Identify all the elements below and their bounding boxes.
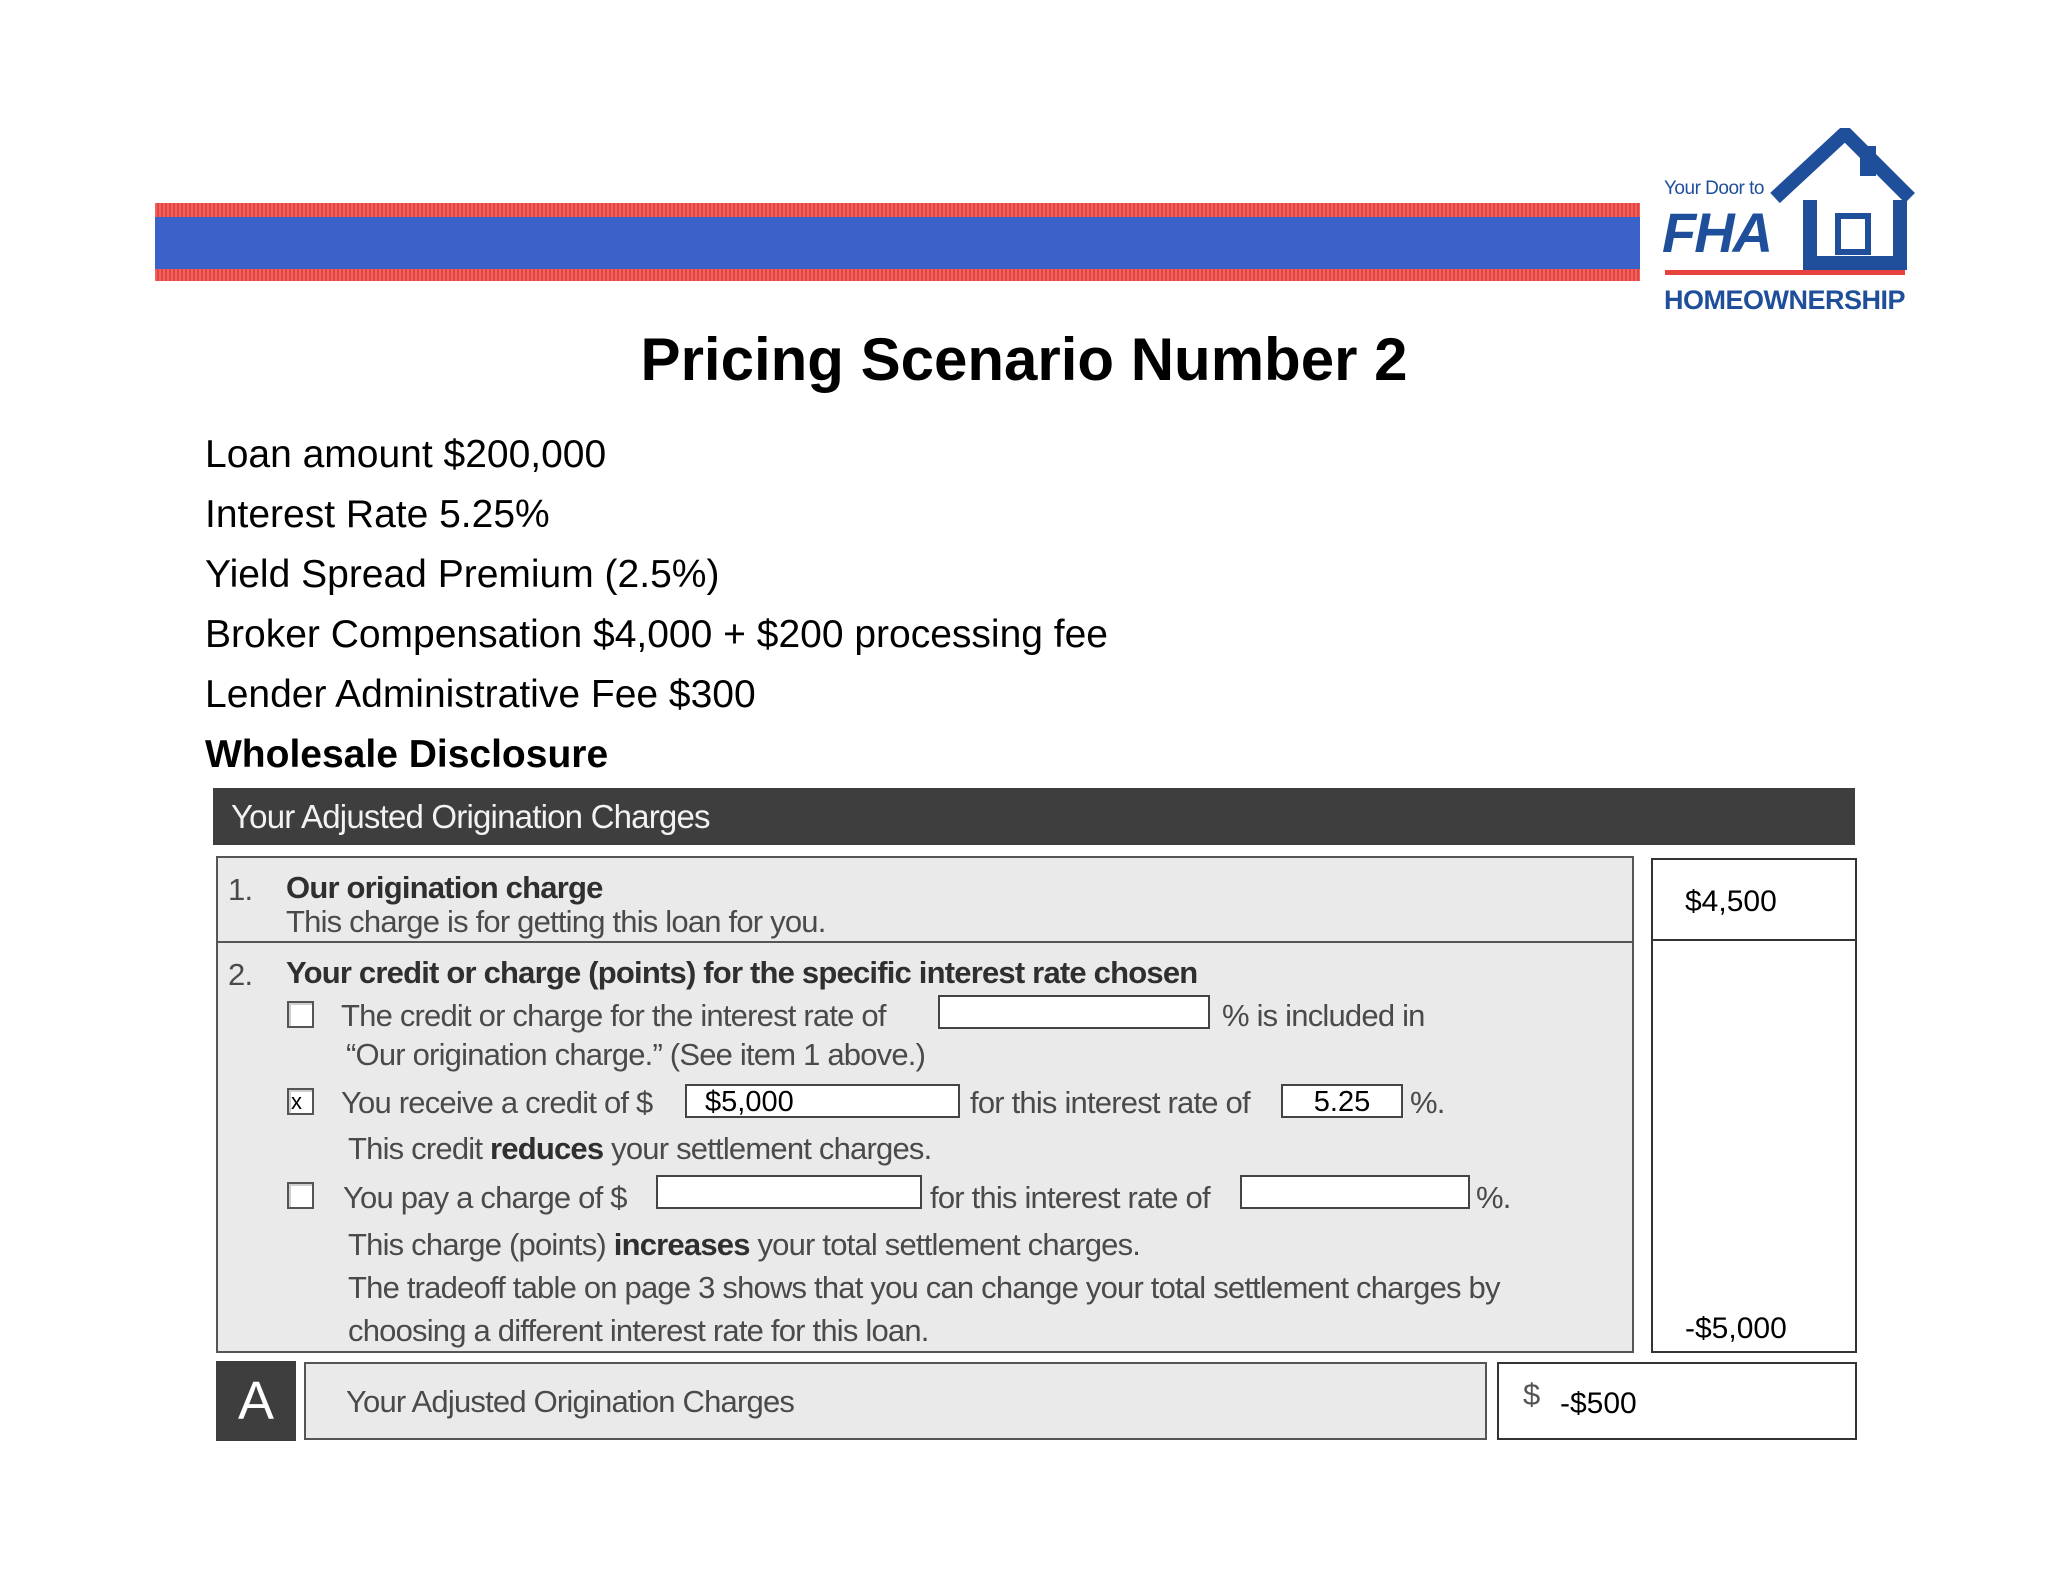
- option2-note-a: This credit: [348, 1131, 483, 1166]
- header-stripe-blue: [155, 217, 1640, 272]
- item1-description: This charge is for getting this loan for you.: [286, 904, 826, 939]
- logo-fha-text: FHA: [1662, 201, 1772, 264]
- section-label: Wholesale Disclosure: [205, 733, 609, 776]
- option3-note: [348, 1227, 1140, 1263]
- option2-checkbox[interactable]: [287, 1088, 314, 1115]
- header-stripe-red-top: [155, 203, 1640, 218]
- item-number: 2.: [228, 957, 253, 992]
- form-header: Your Adjusted Origination Charges: [213, 788, 1855, 845]
- item2-title: Your credit or charge (points) for the specific interest rate chosen: [286, 955, 1198, 990]
- header-stripe-red-bottom: [155, 269, 1640, 281]
- scenario-line: Yield Spread Premium (2.5%): [205, 553, 720, 596]
- amount-divider: [1651, 939, 1857, 941]
- total-currency: $: [1523, 1377, 1540, 1412]
- option3-note-a: This charge (points): [348, 1227, 606, 1262]
- logo-homeownership-text: HOMEOWNERSHIP: [1664, 285, 1906, 315]
- option3-text: You pay a charge of $: [343, 1180, 627, 1215]
- option2-note-b: your settlement charges.: [611, 1131, 932, 1166]
- option2-text: You receive a credit of $: [341, 1085, 653, 1120]
- option3-checkbox[interactable]: [287, 1182, 314, 1209]
- total-label: Your Adjusted Origination Charges: [346, 1384, 795, 1419]
- scenario-line: Lender Administrative Fee $300: [205, 673, 756, 716]
- option3-note-bold: increases: [613, 1227, 750, 1262]
- scenario-line: Broker Compensation $4,000 + $200 processing fee: [205, 613, 1108, 656]
- scenario-line: Loan amount $200,000: [205, 433, 607, 476]
- credit-amount-field[interactable]: $5,000: [685, 1084, 960, 1118]
- option2-text-rate: for this interest rate of: [970, 1085, 1250, 1120]
- option3-note-b: your total settlement charges.: [757, 1227, 1141, 1262]
- option3-tradeoff-note-2: choosing a different interest rate for this loan.: [348, 1313, 929, 1348]
- option3-text-rate: for this interest rate of: [930, 1180, 1210, 1215]
- item1-title: Our origination charge: [286, 870, 603, 905]
- amount-column: [1651, 858, 1857, 1353]
- option3-percent: %.: [1476, 1180, 1511, 1215]
- credit-rate-field[interactable]: 5.25: [1281, 1084, 1403, 1118]
- option1-rate-field[interactable]: [938, 995, 1210, 1029]
- item1-amount: $4,500: [1685, 885, 1777, 918]
- item2-amount: -$5,000: [1685, 1312, 1787, 1345]
- option3-tradeoff-note: The tradeoff table on page 3 shows that you can change your total settlement charges by: [348, 1270, 1500, 1305]
- section-letter-badge: A: [216, 1361, 296, 1441]
- option1-text: The credit or charge for the interest rate of: [341, 998, 886, 1033]
- total-amount: -$500: [1560, 1387, 1637, 1420]
- option1-checkbox[interactable]: [287, 1001, 314, 1028]
- charge-amount-field[interactable]: [656, 1175, 922, 1209]
- scenario-line: Interest Rate 5.25%: [205, 493, 550, 536]
- logo-red-line: [1665, 270, 1905, 275]
- option1-text-suffix: % is included in: [1222, 998, 1425, 1033]
- charge-rate-field[interactable]: [1240, 1175, 1470, 1209]
- item-number: 1.: [228, 872, 253, 907]
- row-divider: [216, 941, 1634, 943]
- option2-percent: %.: [1410, 1085, 1445, 1120]
- option2-note-bold: reduces: [490, 1131, 604, 1166]
- option1-text-line2: “Our origination charge.” (See item 1 above.): [346, 1037, 926, 1072]
- total-amount-box: [1497, 1362, 1857, 1440]
- option2-check-mark: x: [291, 1089, 302, 1114]
- page-title: Pricing Scenario Number 2: [640, 326, 1408, 393]
- logo-tagline: Your Door to: [1664, 178, 1764, 199]
- option2-note: [348, 1131, 931, 1167]
